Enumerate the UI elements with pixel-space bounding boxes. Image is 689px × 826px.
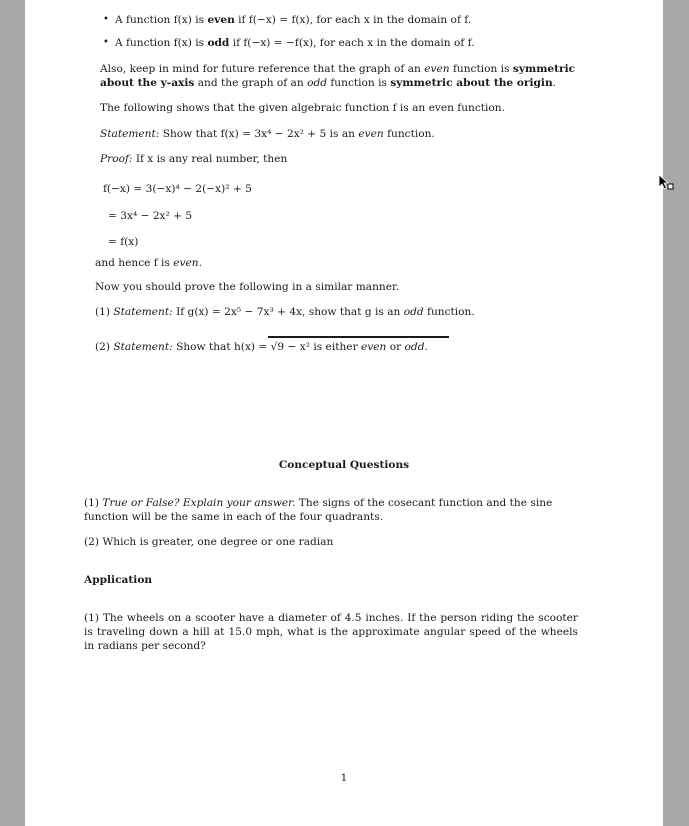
similar-text: Now you should prove the following in a similar manner. xyxy=(95,281,400,293)
conceptual-heading: Conceptual Questions xyxy=(278,459,410,471)
exercise-1: (1) Statement: If g(x) = 2x⁵ − 7x³ + 4x, show that g is an odd function. xyxy=(95,306,475,318)
proof-step-2: = 3x⁴ − 2x² + 5 xyxy=(108,210,193,222)
conceptual-question-2: (2) Which is greater, one degree or one radian xyxy=(84,536,334,548)
application-heading: Application xyxy=(84,574,153,586)
proof-text: Proof: If x is any real number, then xyxy=(100,153,288,165)
document-page xyxy=(25,0,663,826)
mouse-cursor-icon xyxy=(658,174,674,192)
proof-step-1: f(−x) = 3(−x)⁴ − 2(−x)² + 5 xyxy=(103,183,252,195)
sqrt-overline xyxy=(268,336,449,338)
proof-step-3: = f(x) xyxy=(108,236,139,248)
conceptual-question-1: (1) True or False? Explain your answer. The signs of the cosecant function and the sine function will be the same in each of the four quadrants. xyxy=(84,497,553,523)
symmetry-note: Also, keep in mind for future reference that the graph of an even function is symmetric about the y-axis and the graph of an odd function is symmetric about the origin. xyxy=(100,63,576,89)
intro-text: The following shows that the given algebraic function f is an even function. xyxy=(100,102,505,114)
page-number: 1 xyxy=(340,772,348,784)
statement-text: Statement: Show that f(x) = 3x⁴ − 2x² + 5 is an even function. xyxy=(100,128,435,140)
conclusion-text: and hence f is even. xyxy=(95,257,202,269)
definition-even: A function f(x) is even if f(−x) = f(x), for each x in the domain of f. xyxy=(115,14,472,26)
bullet-marker: • xyxy=(103,37,109,48)
bullet-marker: • xyxy=(103,14,109,25)
exercise-2: (2) Statement: Show that h(x) = √9 − x² is either even or odd. xyxy=(95,341,428,353)
application-question-1: (1) The wheels on a scooter have a diameter of 4.5 inches. If the person riding the scooter is traveling down a hill at 15.0 mph, what is the approximate angular speed of the wheels in radians per second? xyxy=(84,612,578,652)
definition-odd: A function f(x) is odd if f(−x) = −f(x), for each x in the domain of f. xyxy=(115,37,475,49)
